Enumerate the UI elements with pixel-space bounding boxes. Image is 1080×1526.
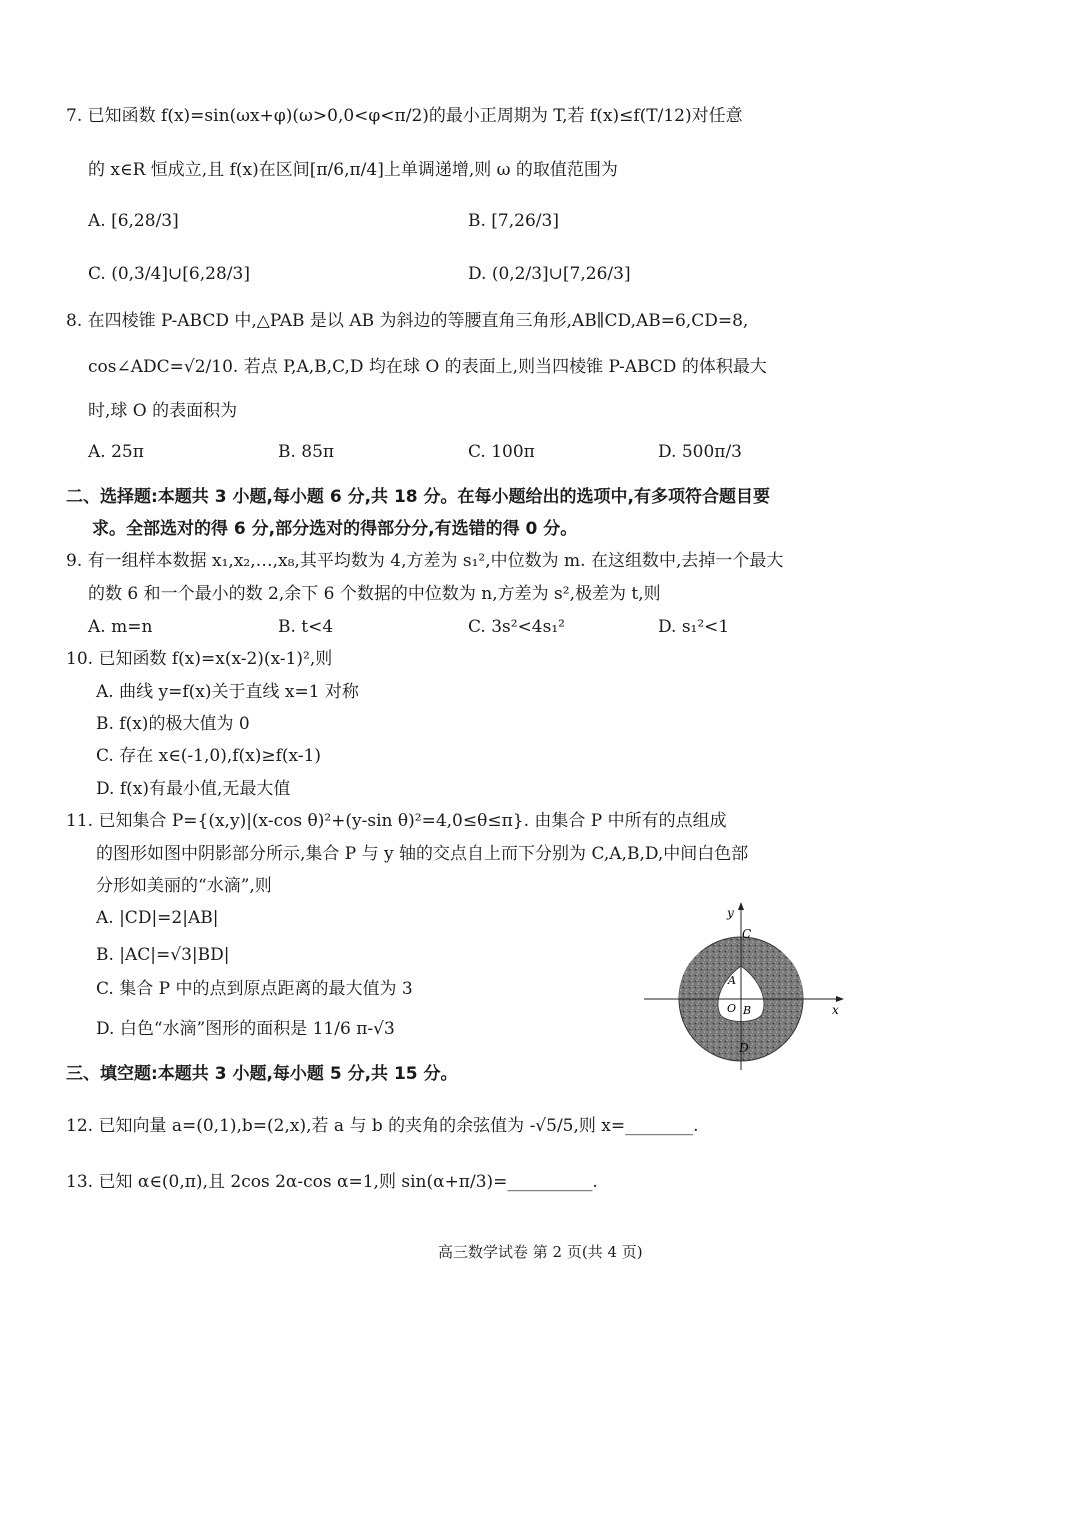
q7-option-a: A. [6,28/3] [88,211,179,231]
q7-stem-line2: 的 x∈R 恒成立,且 f(x)在区间[π/6,π/4]上单调递增,则 ω 的取值范围为 [88,160,618,180]
q11-option-b: B. |AC|=√3|BD| [96,945,230,965]
q9-stem-line1: 9. 有一组样本数据 x₁,x₂,…,x₈,其平均数为 4,方差为 s₁²,中位数为 m. 在这组数中,去掉一个最大 [66,551,784,571]
q9-option-c: C. 3s²<4s₁² [468,617,565,637]
q7-option-b: B. [7,26/3] [468,211,559,231]
q11-stem-line2: 的图形如图中阴影部分所示,集合 P 与 y 轴的交点自上而下分别为 C,A,B,D,中间白色部 [96,844,749,864]
q8-stem-line1: 8. 在四棱锥 P-ABCD 中,△PAB 是以 AB 为斜边的等腰直角三角形,AB∥CD,AB=6,CD=8, [66,311,749,331]
q8-stem-line2: cos∠ADC=√2/10. 若点 P,A,B,C,D 均在球 O 的表面上,则当四棱锥 P-ABCD 的体积最大 [88,357,767,377]
q11-option-d: D. 白色“水滴”图形的面积是 11/6 π-√3 [96,1019,395,1039]
q8-stem-line3: 时,球 O 的表面积为 [88,401,238,421]
q9-stem-line2: 的数 6 和一个最小的数 2,余下 6 个数据的中位数为 n,方差为 s²,极差为 t,则 [88,584,661,604]
x-axis-arrow-icon [836,996,844,1002]
q9-option-d: D. s₁²<1 [658,617,730,637]
q12-stem: 12. 已知向量 a=(0,1),b=(2,x),若 a 与 b 的夹角的余弦值为 -√5/5,则 x=________. [66,1116,699,1136]
q10-option-d: D. f(x)有最小值,无最大值 [96,779,291,799]
label-d: D [739,1041,749,1055]
q11-option-c: C. 集合 P 中的点到原点距离的最大值为 3 [96,979,413,999]
label-x: x [832,1003,839,1017]
q7-option-c: C. (0,3/4]∪[6,28/3] [88,264,250,284]
section3-heading: 三、填空题:本题共 3 小题,每小题 5 分,共 15 分。 [66,1064,458,1084]
label-c: C [742,927,752,941]
page-footer: 高三数学试卷 第 2 页(共 4 页) [438,1243,643,1261]
q8-option-c: C. 100π [468,442,535,462]
q9-option-a: A. m=n [88,617,153,637]
q10-option-a: A. 曲线 y=f(x)关于直线 x=1 对称 [96,682,359,702]
q11-stem-line1: 11. 已知集合 P={(x,y)|(x-cos θ)²+(y-sin θ)²=4,0≤θ≤π}. 由集合 P 中所有的点组成 [66,811,727,831]
q10-stem-line1: 10. 已知函数 f(x)=x(x-2)(x-1)²,则 [66,649,333,669]
label-b: B [743,1004,752,1017]
q11-stem-line3: 分形如美丽的“水滴”,则 [96,876,272,896]
q9-option-b: B. t<4 [278,617,334,637]
label-a: A [728,974,736,987]
section2-heading-line1: 二、选择题:本题共 3 小题,每小题 6 分,共 18 分。在每小题给出的选项中,有多项符合题目要 [66,487,770,507]
q7-stem-line1: 7. 已知函数 f(x)=sin(ωx+φ)(ω>0,0<φ<π/2)的最小正周期为 T,若 f(x)≤f(T/12)对任意 [66,106,743,126]
section2-heading-line2: 求。全部选对的得 6 分,部分选对的得部分分,有选错的得 0 分。 [92,519,578,539]
q10-option-c: C. 存在 x∈(-1,0),f(x)≥f(x-1) [96,746,322,766]
q7-option-d: D. (0,2/3]∪[7,26/3] [468,264,631,284]
y-axis-arrow-icon [738,902,744,910]
q8-option-b: B. 85π [278,442,335,462]
q11-figure [640,902,850,1074]
q10-option-b: B. f(x)的极大值为 0 [96,714,250,734]
label-y: y [727,906,734,920]
q8-option-a: A. 25π [88,442,144,462]
q11-option-a: A. |CD|=2|AB| [96,908,219,928]
q8-option-d: D. 500π/3 [658,442,742,462]
q13-stem: 13. 已知 α∈(0,π),且 2cos 2α-cos α=1,则 sin(α+π/3)=__________. [66,1172,598,1192]
label-o: O [727,1002,737,1015]
